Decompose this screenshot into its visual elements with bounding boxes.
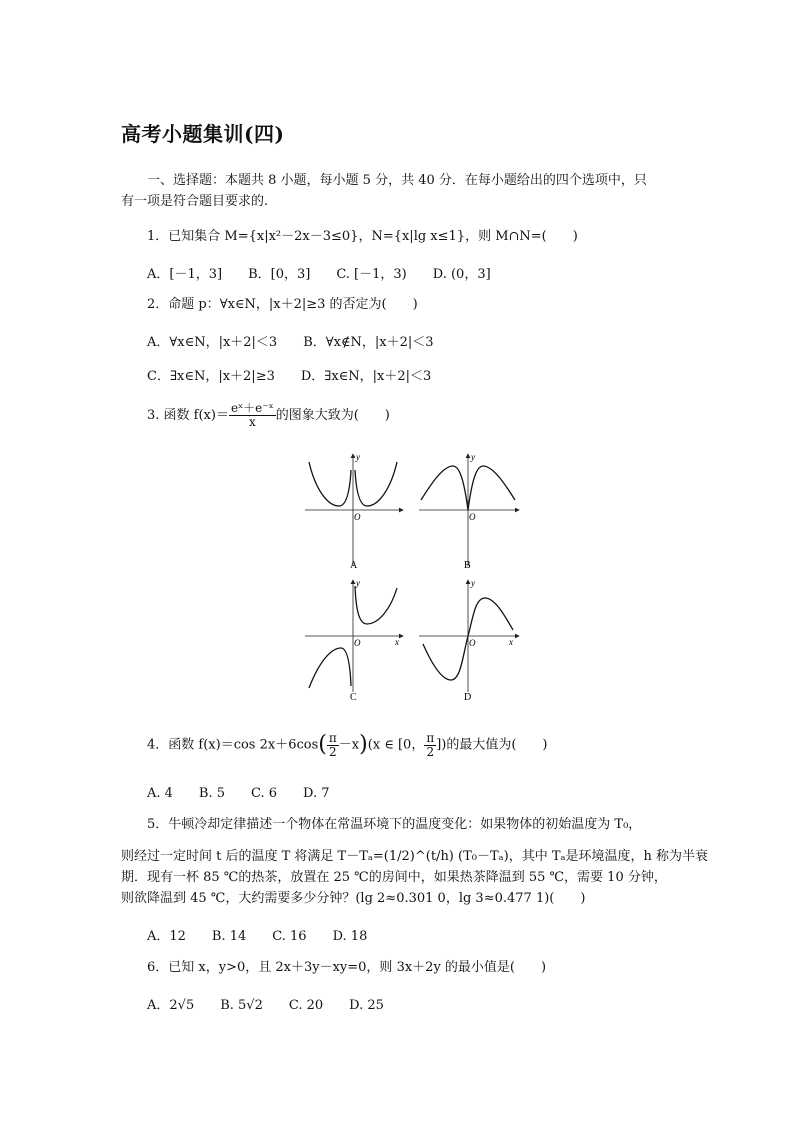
question-4-mid: －x bbox=[338, 737, 360, 753]
question-4-pi-fraction bbox=[327, 732, 339, 759]
graph-a-origin-label: O bbox=[354, 512, 361, 522]
question-2-options-ab: A．∀x∈N，|x＋2|＜3 B．∀x∉N，|x＋2|＜3 bbox=[147, 335, 434, 350]
question-4-pi-num: π bbox=[328, 730, 337, 745]
question-3-graphs bbox=[295, 448, 525, 710]
page-title: 高考小题集训(四) bbox=[121, 122, 285, 146]
graph-d-x-label: x bbox=[509, 637, 513, 647]
question-4-prefix: 4．函数 f(x)＝cos 2x＋6cos bbox=[147, 737, 319, 753]
question-5-line4: 则欲降温到 45 ℃，大约需要多少分钟？(lg 2≈0.301 0，lg 3≈0.477 1)( ) bbox=[121, 891, 586, 906]
graph-c-curve-left bbox=[309, 648, 351, 688]
question-3-fraction bbox=[229, 402, 276, 429]
graph-c bbox=[305, 578, 403, 703]
question-3-prefix: 3. 函数 f(x)＝ bbox=[147, 408, 229, 423]
graph-b-y-label: y bbox=[471, 452, 475, 462]
graph-c-origin-label: O bbox=[354, 638, 361, 648]
graph-c-x-label: x bbox=[395, 637, 399, 647]
graph-a-curve-right bbox=[355, 462, 397, 506]
graph-a-y-label: y bbox=[356, 452, 360, 462]
question-4-pi-den: 2 bbox=[328, 744, 337, 759]
question-3-stem bbox=[147, 401, 390, 433]
graph-b bbox=[419, 452, 519, 571]
question-4-domain-den: 2 bbox=[426, 744, 435, 759]
question-4-options: A. 4 B. 5 C. 6 D. 7 bbox=[147, 786, 330, 801]
question-4-domain: (x ∈ [0， bbox=[367, 737, 425, 753]
question-5-line2: 则经过一定时间 t 后的温度 T 将满足 T－Tₐ=(1/2)^(t/h) (T₀－Tₐ)，其中 Tₐ是环境温度，h 称为半衰 bbox=[121, 849, 709, 864]
question-5-line3: 期．现有一杯 85 ℃的热茶，放置在 25 ℃的房间中，如果热茶降温到 55 ℃，需要 10 分钟， bbox=[121, 870, 667, 885]
graph-d-y-label: y bbox=[471, 578, 475, 588]
graph-b-origin-label: O bbox=[469, 512, 476, 522]
graph-b-label: B bbox=[464, 560, 471, 571]
graph-a-curve-left bbox=[309, 462, 351, 506]
question-4-stem: 4．函数 f(x)＝cos 2x＋6cos( $\frac{\pi}{2}$ －x)(x ∈ [0， $\frac{\pi}{2}$ ])的最大值为( ) bbox=[147, 730, 548, 759]
graph-d-origin-label: O bbox=[469, 638, 476, 648]
graph-d bbox=[419, 578, 519, 703]
question-5-line1: 5．牛顿冷却定律描述一个物体在常温环境下的温度变化：如果物体的初始温度为 T₀， bbox=[147, 817, 642, 832]
question-1-options: A．[－1，3] B．[0，3] C. [－1，3) D. (0，3] bbox=[147, 267, 491, 282]
graph-a-label: A bbox=[350, 560, 358, 571]
question-3-suffix: 的图象大致为( ) bbox=[275, 408, 390, 423]
question-3-numerator: eˣ＋e⁻ˣ bbox=[230, 401, 274, 415]
section-intro-line2: 有一项是符合题目要求的. bbox=[121, 194, 269, 209]
question-6-options: A．2√5 B. 5√2 C. 20 D. 25 bbox=[147, 998, 384, 1013]
graph-c-y-label: y bbox=[356, 578, 360, 588]
question-4-domain-fraction bbox=[424, 732, 436, 759]
question-4-domain-num: π bbox=[426, 730, 435, 745]
question-3-denominator: x bbox=[248, 415, 256, 429]
graph-c-label: C bbox=[350, 692, 357, 703]
graph-a bbox=[305, 452, 403, 571]
question-1-stem: 1．已知集合 M={x|x²－2x－3≤0}，N={x|lg x≤1}，则 M∩N=( ) bbox=[147, 229, 578, 244]
section-intro-line1: 一、选择题：本题共 8 小题，每小题 5 分，共 40 分．在每小题给出的四个选项中，只 bbox=[147, 173, 647, 188]
question-4-suffix: ])的最大值为( ) bbox=[436, 737, 548, 753]
graph-c-curve-right bbox=[355, 586, 397, 624]
question-6-stem: 6．已知 x，y>0，且 2x＋3y－xy=0，则 3x＋2y 的最小值是( ) bbox=[147, 960, 547, 975]
question-2-options-cd: C．∃x∈N，|x＋2|≥3 D．∃x∈N，|x＋2|＜3 bbox=[147, 369, 432, 384]
graph-d-label: D bbox=[464, 692, 472, 703]
question-2-stem: 2．命题 p：∀x∈N，|x＋2|≥3 的否定为( ) bbox=[147, 297, 418, 312]
question-5-options: A．12 B. 14 C. 16 D. 18 bbox=[147, 929, 368, 944]
